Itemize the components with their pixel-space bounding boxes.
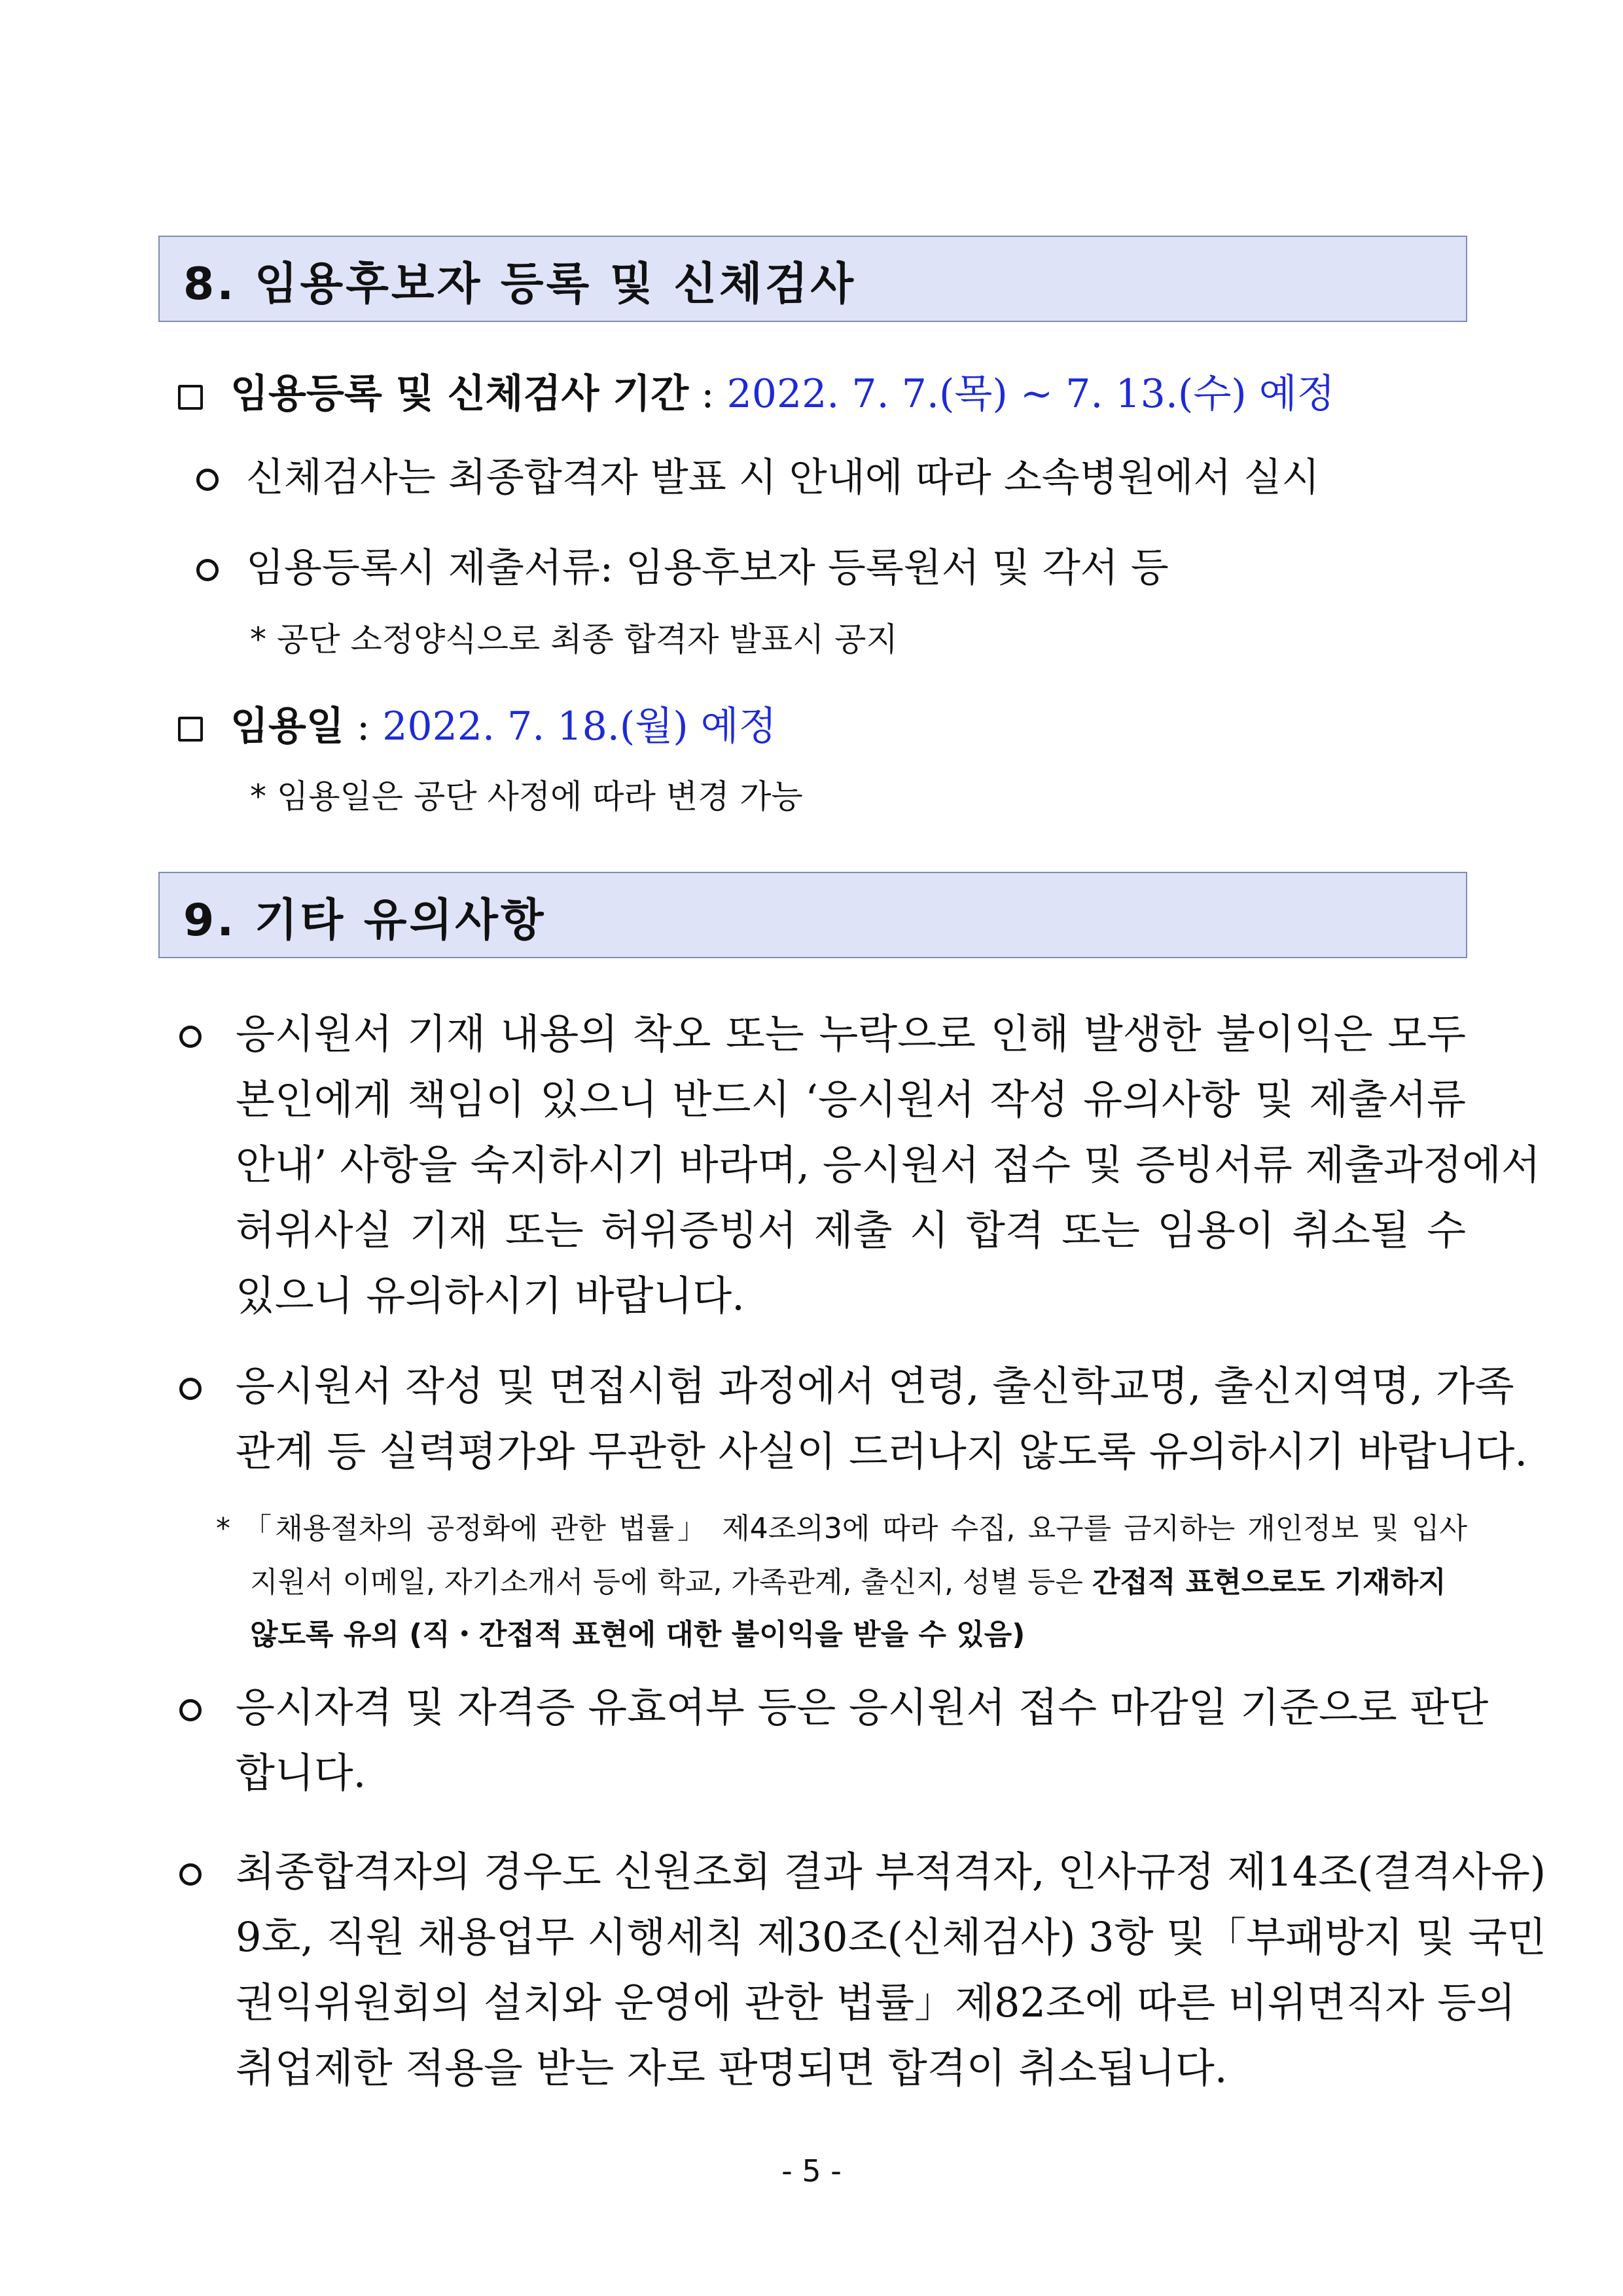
paragraph-line: 권익위원회의 설치와 운영에 관한 법률」제82조에 따른 비위면직자 등의 <box>236 1979 1516 2026</box>
paragraph-line: 본인에게 책임이 있으니 반드시 ‘응시원서 작성 유의사항 및 제출서류 <box>236 1075 1466 1123</box>
paragraph-line: 응시원서 기재 내용의 착오 또는 누락으로 인해 발생한 불이익은 모두 <box>236 1010 1466 1058</box>
paragraph-line: 있으니 유의하시기 바랍니다. <box>236 1272 745 1319</box>
section-8-header <box>158 236 1467 322</box>
paragraph-line: 취업제한 적용을 받는 자로 판명되면 합격이 취소됩니다. <box>236 2044 1228 2092</box>
period-line <box>230 371 1335 417</box>
law-note-line: * 「채용절차의 공정화에 관한 법률」 제4조의3에 따라 수집, 요구를 금지하는 개인정보 및 입사 <box>216 1512 1467 1545</box>
circle-bullet-icon <box>179 1699 202 1721</box>
circle-bullet-icon <box>179 1863 202 1886</box>
appointment-value: 2022. 7. 18.(월) 예정 <box>382 704 777 749</box>
paragraph-application-errors <box>236 1001 1541 1329</box>
period-separator: : <box>688 371 727 417</box>
period-label: 임용등록 및 신체검사 기간 <box>230 371 689 417</box>
appointment-label: 임용일 <box>230 704 344 749</box>
paragraph-line: 9호, 직원 채용업무 시행세칙 제30조(신체검사) 3항 및「부패방지 및 국민 <box>236 1913 1546 1961</box>
paragraph-disqualification <box>236 1839 1546 2101</box>
paragraph-line: 관계 등 실력평가와 무관한 사실이 드러나지 않도록 유의하시기 바랍니다. <box>236 1427 1528 1475</box>
section-9-header <box>158 872 1467 958</box>
section-8-title: 8. 임용후보자 등록 및 신체검사 <box>183 259 857 310</box>
law-note-emphasis: 간접적 표현으로도 기재하지 <box>1092 1566 1446 1599</box>
circle-bullet-icon <box>196 559 219 581</box>
physical-exam-bullet: 신체검사는 최종합격자 발표 시 안내에 따라 소속병원에서 실시 <box>246 455 1320 501</box>
paragraph-fair-evaluation <box>236 1354 1528 1484</box>
paragraph-line: 응시원서 작성 및 면접시험 과정에서 연령, 출신학교명, 출신지역명, 가족 <box>236 1362 1514 1410</box>
law-note-line <box>250 1568 1446 1597</box>
paragraph-eligibility <box>236 1675 1489 1806</box>
appointment-line <box>230 704 777 749</box>
law-note-text: 지원서 이메일, 자기소개서 등에 학교, 가족관계, 출신지, 성별 등은 <box>250 1566 1092 1599</box>
law-note-emphasis-line: 않도록 유의 (직・간접적 표현에 대한 불이익을 받을 수 있음) <box>250 1618 1026 1651</box>
period-value: 2022. 7. 7.(목) ∼ 7. 13.(수) 예정 <box>726 371 1335 417</box>
circle-bullet-icon <box>196 469 219 491</box>
checkbox-square-icon <box>178 717 203 742</box>
circle-bullet-icon <box>179 1026 202 1048</box>
section-9-title: 9. 기타 유의사항 <box>183 895 546 946</box>
appointment-note: * 임용일은 공단 사정에 따라 변경 가능 <box>250 778 803 816</box>
checkbox-square-icon <box>178 385 203 410</box>
paragraph-line: 응시자격 및 자격증 유효여부 등은 응시원서 접수 마감일 기준으로 판단 <box>236 1683 1489 1731</box>
documents-bullet: 임용등록시 제출서류: 임용후보자 등록원서 및 각서 등 <box>246 545 1169 591</box>
paragraph-line: 허위사실 기재 또는 허위증빙서 제출 시 합격 또는 임용이 취소될 수 <box>236 1206 1466 1254</box>
notice-note: * 공단 소정양식으로 최종 합격자 발표시 공지 <box>250 620 898 658</box>
appointment-separator: : <box>344 704 383 749</box>
paragraph-line: 안내’ 사항을 숙지하시기 바라며, 응시원서 접수 및 증빙서류 제출과정에서 <box>236 1141 1541 1189</box>
circle-bullet-icon <box>179 1378 202 1400</box>
paragraph-line: 합니다. <box>236 1749 366 1797</box>
page-number: - 5 - <box>781 2153 842 2189</box>
paragraph-line: 최종합격자의 경우도 신원조회 결과 부적격자, 인사규정 제14조(결격사유) <box>236 1848 1546 1895</box>
